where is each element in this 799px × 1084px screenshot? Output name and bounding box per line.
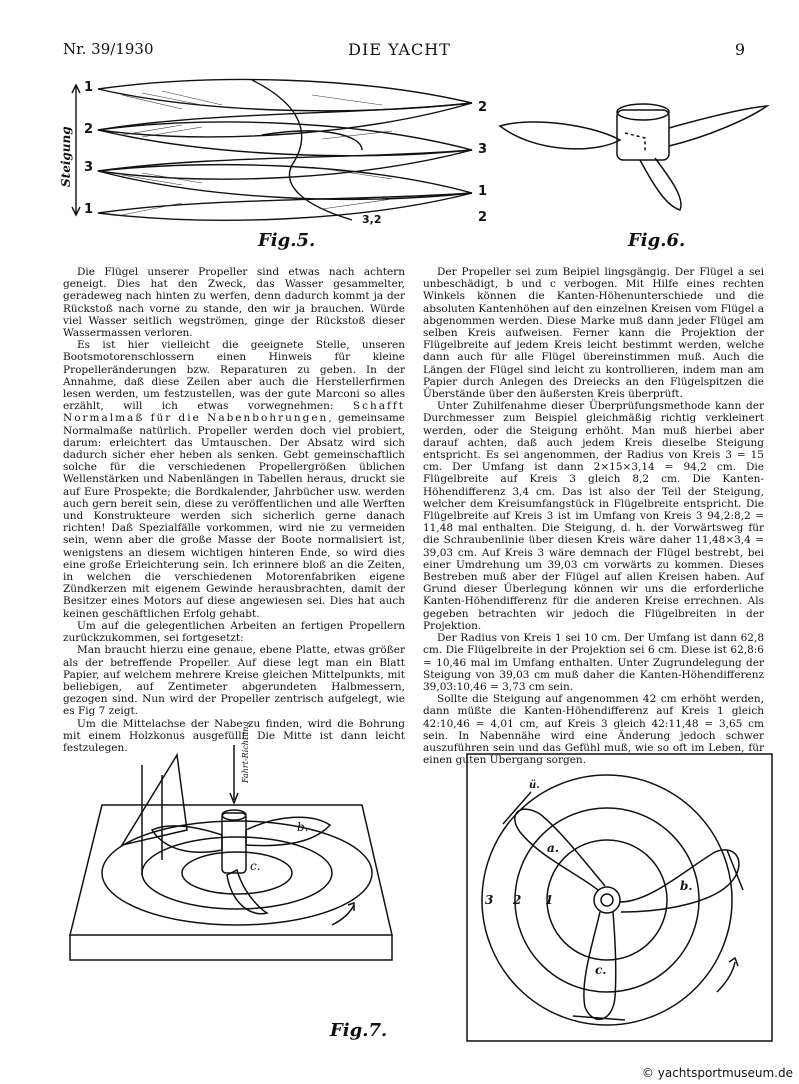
fig5-left-label-2: 2: [84, 122, 94, 137]
fig7-direction-label: Fahrt-Richtung: [241, 721, 250, 783]
copyright-credit: © yachtsportmuseum.de: [641, 1066, 793, 1080]
fig5-steigung-label: Steigung: [59, 126, 73, 187]
left-paragraph-4: Man braucht hierzu eine genaue, ebene Platte, etwas größer als der betreffende Propeller. Auf diese legt man ein Blatt Papier, auf welchem mehrere Kreise gleichen Mittelpunkts, mit beliebigen, auf Zentimeter abgerundeten Halbmessern, gezogen sind. Nun wird der Propeller zentrisch aufgelegt, wie es Fig 7 zeigt.: [63, 644, 405, 718]
fig5-left-label-1: 1: [84, 80, 94, 95]
left-paragraph-2: [63, 339, 405, 620]
fig5-right-label-2: 3: [478, 142, 488, 157]
fig7-caption: Fig.7.: [330, 1020, 388, 1041]
right-paragraph-2: Unter Zuhilfenahme dieser Überprüfungsmethode kann der Durchmesser zum Beispiel gleichmäßig richtig verkleinert werden, oder die Steigung erhöht. Man muß hierbei aber darauf achten, daß auch jedem Kreis dieselbe Steigung entspricht. Es sei angenommen, der Radius von Kreis 3 = 15 cm. Der Umfang ist dann 2×15×3,14 = 94,2 cm. Die Flügelbreite auf Kreis 3 gleich 8,2 cm. Die Kanten-Höhendifferenz 3,4 cm. Das ist also der Teil der Steigung, welcher dem Kreisumfangstück in Flügelbreite entspricht. Die Flügelbreite auf Kreis 3 ist im Umfang von Kreis 3 94,2:8,2 = 11,48 mal enthalten. Die Steigung, d. h. der Vorwärtsweg für die Schraubenlinie über diesen Kreis wäre daher 11,48×3,4 = 39,03 cm. Auf Kreis 3 wäre demnach der Flügel bestrebt, bei einer Umdrehung um 39,03 cm vorwärts zu kommen. Dieses Bestreben muß aber der Flügel auf allen Kreisen haben. Auf Grund dieser Überlegung können wir uns die erforderliche Kanten-Höhendifferenz für die anderen Kreise errechnen. Als gegeben betrachten wir jedoch die Flügelbreiten in der Projektion.: [423, 400, 764, 632]
figure-propeller-plan-view: [465, 752, 775, 1044]
fig5-left-label-4: 1: [84, 202, 94, 217]
right-paragraph-3: Der Radius von Kreis 1 sei 10 cm. Der Umfang ist dann 62,8 cm. Die Flügelbreite in der Projektion sei 6 cm. Diese ist 62,8:6 = 10,46 mal im Umfang enthalten. Unter Zugrundelegung der Steigung von 39,03 cm muß daher die Kanten-Höhendifferenz 39,03:10,46 = 3,73 cm sein.: [423, 632, 764, 693]
figure-7-propeller-on-plate: [62, 721, 402, 995]
left-paragraph-2-emphasis: Schafft Normalmaß für die Nabenbohrungen,: [63, 400, 406, 425]
fig5-left-label-3: 3: [84, 160, 94, 175]
figure-6-propeller-sketch: [495, 98, 775, 213]
plan-ring-label-1: 1: [545, 893, 554, 907]
left-paragraph-2-text: Es ist hier vielleicht die geeignete Stelle, unseren Bootsmotorenschlossern einen Hinweis für kleine Propelleränderungen bzw. Reparaturen zu geben. In der Annahme, daß diese Zeilen aber auch die Herstellerfirmen lesen werden, um festzustellen, was der gute Marconi so alles erzählt, will ich etwas vorwegnehmen:: [63, 339, 405, 413]
plan-overhang-mark: ü.: [529, 780, 540, 791]
fig6-caption: Fig.6.: [628, 230, 686, 251]
fig5-caption: Fig.5.: [258, 230, 316, 251]
plan-ring-label-2: 2: [513, 893, 522, 907]
fig5-right-label-4: 2: [478, 210, 488, 225]
fig7-blade-label-c: c.: [250, 859, 261, 873]
plan-blade-label-c: c.: [595, 963, 607, 977]
fig5-right-label-3: 1: [478, 184, 488, 199]
left-paragraph-1: Die Flügel unserer Propeller sind etwas nach achtern geneigt. Dies hat den Zweck, das Wasser gesammelter, geradeweg nach hinten zu werfen, denn dadurch kommt ja der Rückstoß nach vorne zu stande, den wir ja brauchen. Würde viel Wasser seitlich wegströmen, ginge der Rückstoß dieser Wassermassen verloren.: [63, 266, 405, 340]
right-paragraph-1: Der Propeller sei zum Beipiel lingsgängig. Der Flügel a sei unbeschädigt, b und c verbogen. Mit Hilfe eines rechten Winkels können die Kanten-Höhenunterschiede und die absoluten Kantenhöhen auf den einzelnen Kreisen vom Flügel a abgenommen werden. Diese Marke muß dann jeder Flügel am selben Kreis aufweisen. Ferner kann die Projektion der Flügelbreite auf jedem Kreis leicht bestimmt werden, welche dann auch für alle Flügel übereinstimmen muß. Auch die Längen der Flügel sind leicht zu kontrollieren, indem man am Papier durch Anlegen des Dreiecks an den Flügelspitzen die Überstände über den äußersten Kreis überprüft.: [423, 266, 764, 401]
left-text-column: [63, 266, 405, 754]
fig5-right-label-1: 2: [478, 100, 488, 115]
issue-number: Nr. 39/1930: [63, 40, 154, 58]
plan-blade-label-b: b.: [680, 879, 693, 893]
fig5-bottom-label: 3,2: [362, 213, 382, 226]
left-paragraph-2-tail: gemeinsame Normalmaße natürlich. Propeller werden doch viel probiert, darum: erleichtert das Umtauschen. Der Absatz wird sich dadurch sicher eher heben als senken. Gebt gemeinschaftlich solche für die verschiedenen Propellergrößen üblichen Wellenstärken und Nabenlängen in Tabellen heraus, druckt sie auf Eure Prospekte; die Bordkalender, Jahrbücher usw. werden auch gern bereit sein, diese zu veröffentlichen und alle Werften und Konstrukteure werden sich sicherlich gerne danach richten! Daß Spezialfälle vorkommen, wird nie zu vermeiden sein, wenn aber die große Masse der Boote normalisiert ist, wenigstens an diesem wichtigen hinteren Ende, so wird dies eine große Erleichterung sein. Ich erinnere bloß an die Zeiten, in welchen die verschiedenen Motorenfabriken eigene Zündkerzen mit eigenem Gewinde herausbrachten, damit der Besitzer eines Motors auf diese angewiesen sei. Dies hat auch keinen geschäftlichen Erfolg gehabt.: [63, 412, 405, 620]
magazine-title: DIE YACHT: [348, 40, 451, 59]
page-number: 9: [734, 40, 745, 59]
right-paragraph-4: Sollte die Steigung auf angenommen 42 cm erhöht werden, dann müßte die Kanten-Höhendifferenz auf Kreis 1 gleich 42:10,46 = 4,01 cm, auf Kreis 3 gleich 42:11,48 = 3,65 cm sein. In Nabennähe wird eine Änderung jedoch schwer auszuführen sein und das Gefühl muß, wie so oft im Leben, für einen guten Übergang sorgen.: [423, 693, 764, 767]
plan-blade-label-a: a.: [547, 841, 559, 855]
right-text-column: [423, 266, 764, 766]
plan-ring-label-3: 3: [485, 893, 494, 907]
left-paragraph-5: Um die Mittelachse der Nabe zu finden, wird die Bohrung mit einem Holzkonus ausgefüllt. Die Mitte ist dann leicht festzulegen.: [63, 717, 405, 754]
left-paragraph-3: Um auf die gelegentlichen Arbeiten an fertigen Propellern zurückzukommen, sei fortgesetzt:: [63, 619, 405, 645]
figure-5-propeller-helix: [59, 75, 492, 226]
fig7-blade-label-b: b.: [297, 820, 309, 834]
